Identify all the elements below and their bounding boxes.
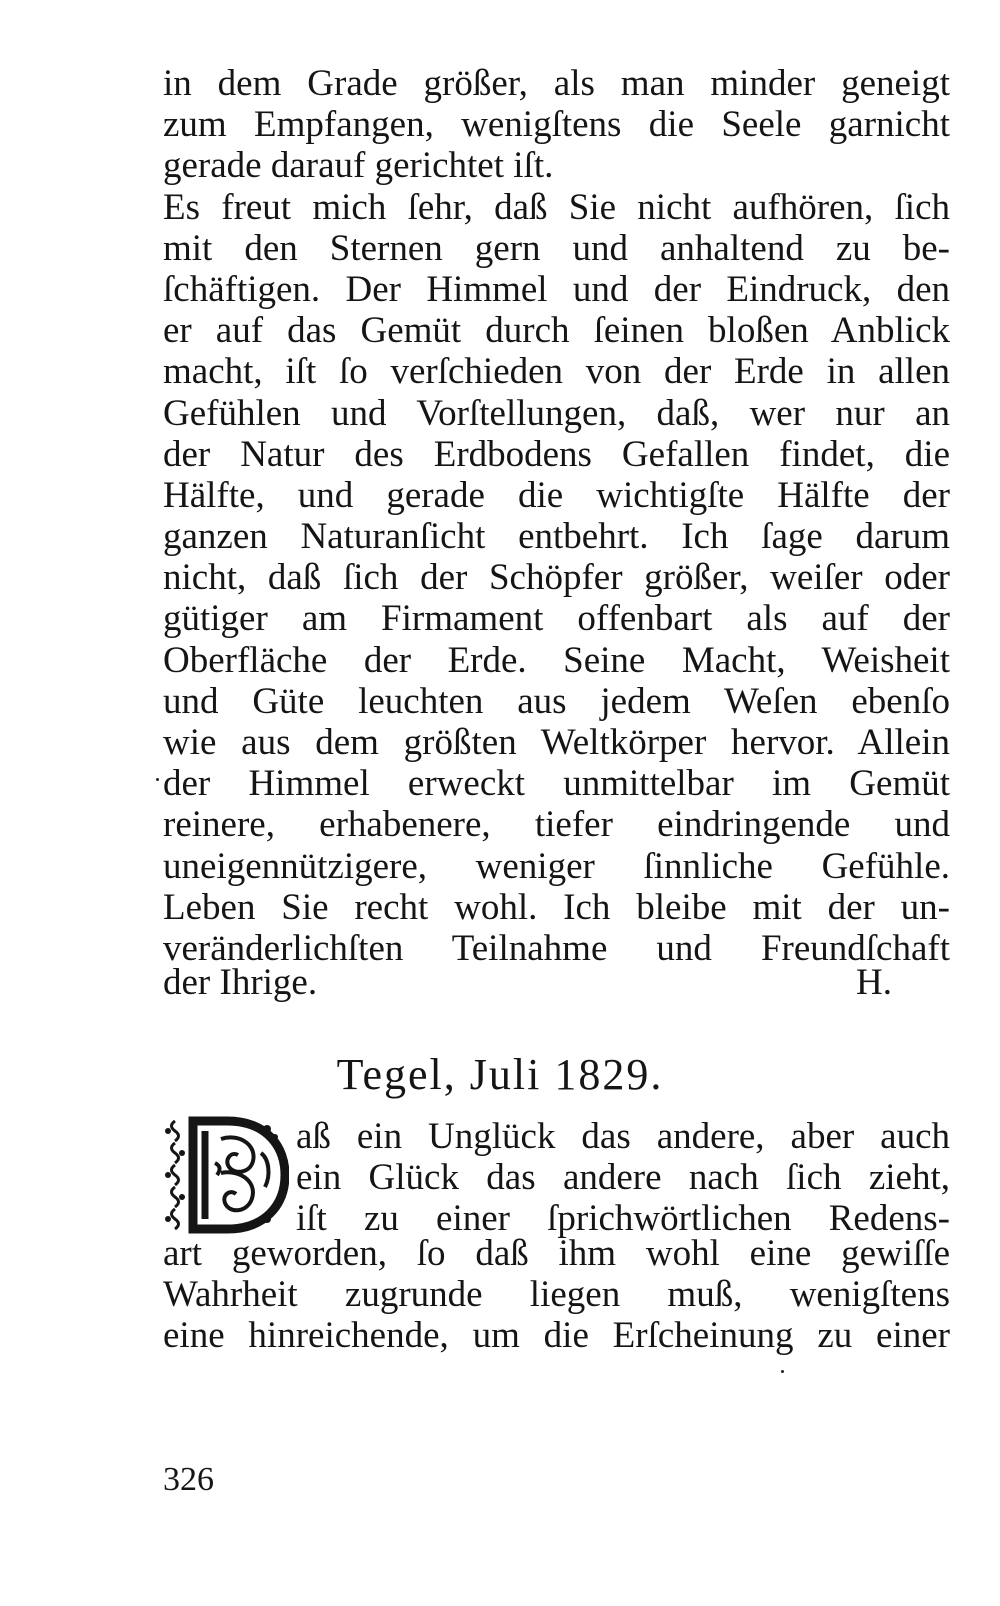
section-heading: Tegel, Juli 1829. xyxy=(336,1050,664,1099)
letter-signoff xyxy=(163,962,950,1004)
signature-initial: H. xyxy=(856,962,892,1003)
print-speck xyxy=(781,1370,784,1373)
text-line: und Güte leuchten aus jedem Weſen ebenſo xyxy=(163,680,950,722)
text-line: Wahrheit zugrunde liegen muß, wenigſtens xyxy=(163,1274,950,1316)
text-beside-initial xyxy=(296,1116,950,1240)
text-line: Es freut mich ſehr, daß Sie nicht aufhören, ſich xyxy=(163,186,950,228)
text-line: ein Glück das andere nach ſich zieht, xyxy=(296,1157,950,1199)
text-line: art geworden, ſo daß ihm wohl eine gewiſſe xyxy=(163,1233,950,1274)
text-line: er auf das Gemüt durch ſeinen bloßen Anblick xyxy=(163,310,950,352)
decorated-initial-d xyxy=(163,1113,289,1236)
print-speck xyxy=(156,778,159,781)
text-line: Leben Sie recht wohl. Ich bleibe mit der un- xyxy=(163,886,950,928)
text-line: ganzen Naturanſicht entbehrt. Ich ſage darum xyxy=(163,516,950,558)
text-line: Oberfläche der Erde. Seine Macht, Weisheit xyxy=(163,639,950,681)
text-line: eine hinreichende, um die Erſcheinung zu einer xyxy=(163,1315,950,1357)
closing-text: der Ihrige. xyxy=(163,962,318,1003)
text-line: der Himmel erweckt unmittelbar im Gemüt xyxy=(163,763,950,805)
body-text-top xyxy=(163,63,950,969)
text-line: mit den Sternen gern und anhaltend zu be- xyxy=(163,227,950,269)
text-line: reinere, erhabenere, tiefer eindringende und xyxy=(163,804,950,846)
text-line: Hälfte, und gerade die wichtigſte Hälfte der xyxy=(163,474,950,516)
text-line: zum Empfangen, wenigſtens die Seele garnicht xyxy=(163,104,950,146)
text-line: ſchäftigen. Der Himmel und der Eindruck, den xyxy=(163,268,950,310)
text-line: Gefühlen und Vorſtellungen, daß, wer nur an xyxy=(163,392,950,434)
body-text-bottom xyxy=(163,1233,950,1357)
text-line: wie aus dem größten Weltkörper hervor. Allein xyxy=(163,722,950,763)
text-line: gütiger am Firmament offenbart als auf der xyxy=(163,598,950,640)
text-line: macht, iſt ſo verſchieden von der Erde in allen xyxy=(163,351,950,393)
text-line: gerade darauf gerichtet iſt. xyxy=(163,145,554,187)
text-line: aß ein Unglück das andere, aber auch xyxy=(296,1116,950,1157)
page-number: 326 xyxy=(163,1461,214,1498)
text-line: iſt zu einer ſprichwörtlichen Redens- xyxy=(296,1198,950,1240)
text-line: in dem Grade größer, als man minder geneigt xyxy=(163,63,950,104)
text-line: uneigennützigere, weniger ſinnliche Gefühle. xyxy=(163,845,950,887)
text-line: nicht, daß ſich der Schöpfer größer, weiſer oder xyxy=(163,557,950,599)
text-line: veränderlichſten Teilnahme und Freundſchaft xyxy=(163,927,950,969)
text-line: der Natur des Erdbodens Gefallen findet, die xyxy=(163,433,950,475)
